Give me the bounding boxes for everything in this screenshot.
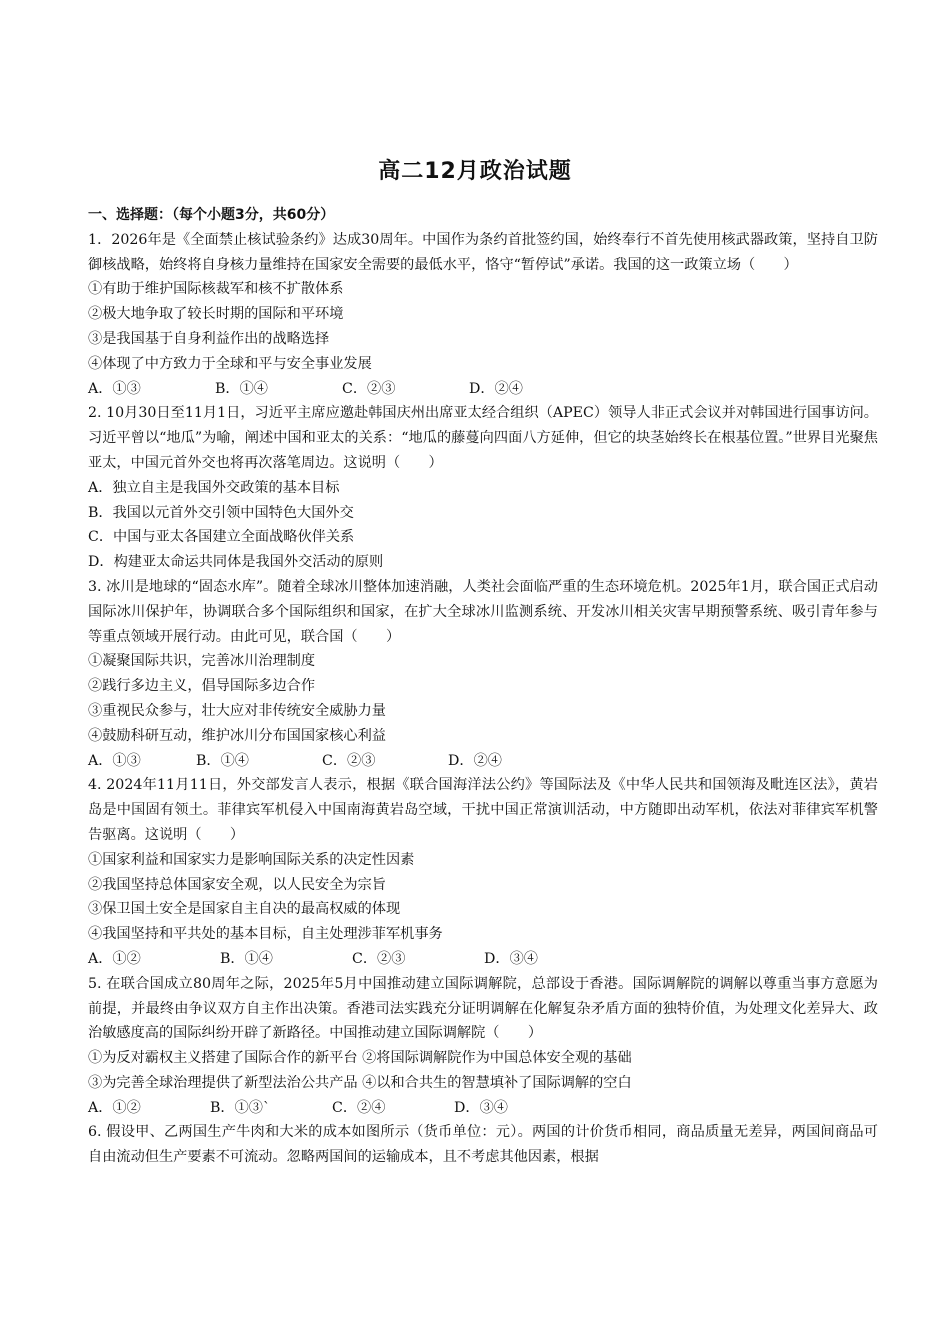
statement-item: ③是我国基于自身利益作出的战略选择 [88,330,330,347]
statement-item: ③保卫国土安全是国家自主自决的最高权威的体现 [88,901,401,918]
option-a: A．①③ [88,380,141,397]
statement-item: ②践行多边主义，倡导国际多边合作 [88,678,316,695]
question-2 [88,401,878,575]
section-heading: 一、选择题：（每个小题3分，共60分） [88,207,335,223]
answer-options [88,1096,878,1121]
option-a: A．①③ [88,752,141,769]
option-a: A．①② [88,950,141,967]
page-title: 高二12月政治试题 [378,159,572,184]
option-c: C．②③ [322,752,376,769]
option-b: B．我国以元首外交引领中国特色大国外交 [88,504,354,521]
question-stem: 5. 在联合国成立80周年之际，2025年5月中国推动建立国际调解院，总部设于香港。国际调解院的调解以尊重当事方意愿为前提，并最终由争议双方自主作出决策。香港司法实践充分证明调解在化解复杂矛盾方面的独特价值，为处理文化差异大、政治敏感度高的国际纠纷开辟了新路径。中国推动建立国际调解院（ ） [88,975,878,1042]
option-d: D．②④ [448,752,502,769]
question-stem: 1．2026年是《全面禁止核试验条约》达成30周年。中国作为条约首批签约国，始终奉行不首先使用核武器政策，坚持自卫防御核战略，始终将自身核力量维持在国家安全需要的最低水平，恪守“暂停试”承诺。我国的这一政策立场（ ） [88,231,878,273]
question-1 [88,228,878,402]
exam-content [88,203,878,1170]
statement-item: ①国家利益和国家实力是影响国际关系的决定性因素 [88,851,415,868]
question-stem: 4. 2024年11月11日，外交部发言人表示，根据《联合国海洋法公约》等国际法及《中华人民共和国领海及毗连区法》，黄岩岛是中国固有领土。菲律宾军机侵入中国南海黄岩岛空域，干扰中国正常演训活动，中方随即出动军机，依法对菲律宾军机警告驱离。这说明（ ） [88,777,878,843]
statement-item: ③为完善全球治理提供了新型法治公共产品 ④以和合共生的智慧填补了国际调解的空白 [88,1074,632,1091]
answer-options [88,377,878,402]
option-d: D．构建亚太命运共同体是我国外交活动的原则 [88,554,384,571]
question-4 [88,773,878,971]
statement-item: ②我国坚持总体国家安全观，以人民安全为宗旨 [88,876,386,893]
answer-options [88,749,878,774]
option-b: B．①③` [210,1099,271,1116]
statement-item: ④鼓励科研互动，维护冰川分布国国家核心利益 [88,727,386,744]
option-b: B．①④ [196,752,249,769]
question-stem: 2. 10月30日至11月1日，习近平主席应邀赴韩国庆州出席亚太经合组织（APEC）领导人非正式会议并对韩国进行国事访问。习近平曾以“地瓜”为喻，阐述中国和亚太的关系：“地瓜的藤蔓向四面八方延伸，但它的块茎始终长在根基位置。”世界目光聚焦亚太，中国元首外交也将再次落笔周边。这说明（ ） [88,405,878,471]
statement-item: ④体现了中方致力于全球和平与安全事业发展 [88,355,372,372]
statement-item: ①凝聚国际共识，完善冰川治理制度 [88,653,316,670]
option-a: A．独立自主是我国外交政策的基本目标 [88,479,340,496]
question-stem: 3. 冰川是地球的“固态水库”。随着全球冰川整体加速消融，人类社会面临严重的生态环境危机。2025年1月，联合国正式启动国际冰川保护年，协调联合多个国际组织和国家，在扩大全球冰川监测系统、开发冰川相关灾害早期预警系统、吸引青年参与等重点领域开展行动。由此可见，联合国（ ） [88,578,878,645]
option-c: C．中国与亚太各国建立全面战略伙伴关系 [88,529,355,546]
statement-item: ④我国坚持和平共处的基本目标，自主处理涉菲军机事务 [88,926,443,943]
option-c: C．②③ [342,380,396,397]
question-6 [88,1120,878,1170]
option-c: C．②④ [332,1099,386,1116]
option-d: D．③④ [454,1099,508,1116]
option-d: D．③④ [484,950,538,967]
answer-options [88,947,878,972]
option-b: B．①④ [215,380,268,397]
option-a: A．①② [88,1099,141,1116]
statement-item: ③重视民众参与，壮大应对非传统安全威胁力量 [88,702,386,719]
statement-item: ①为反对霸权主义搭建了国际合作的新平台 ②将国际调解院作为中国总体安全观的基础 [88,1050,632,1067]
option-b: B．①④ [220,950,273,967]
option-c: C．②③ [352,950,406,967]
question-5 [88,972,878,1121]
question-3 [88,575,878,773]
statement-item: ②极大地争取了较长时期的国际和平环境 [88,306,344,323]
statement-item: ①有助于维护国际核裁军和核不扩散体系 [88,281,344,298]
option-d: D．②④ [469,380,523,397]
question-stem: 6. 假设甲、乙两国生产牛肉和大米的成本如图所示（货币单位：元）。两国的计价货币相同，商品质量无差异，两国间商品可自由流动但生产要素不可流动。忽略两国间的运输成本，且不考虑其他因素，根据 [88,1124,878,1166]
